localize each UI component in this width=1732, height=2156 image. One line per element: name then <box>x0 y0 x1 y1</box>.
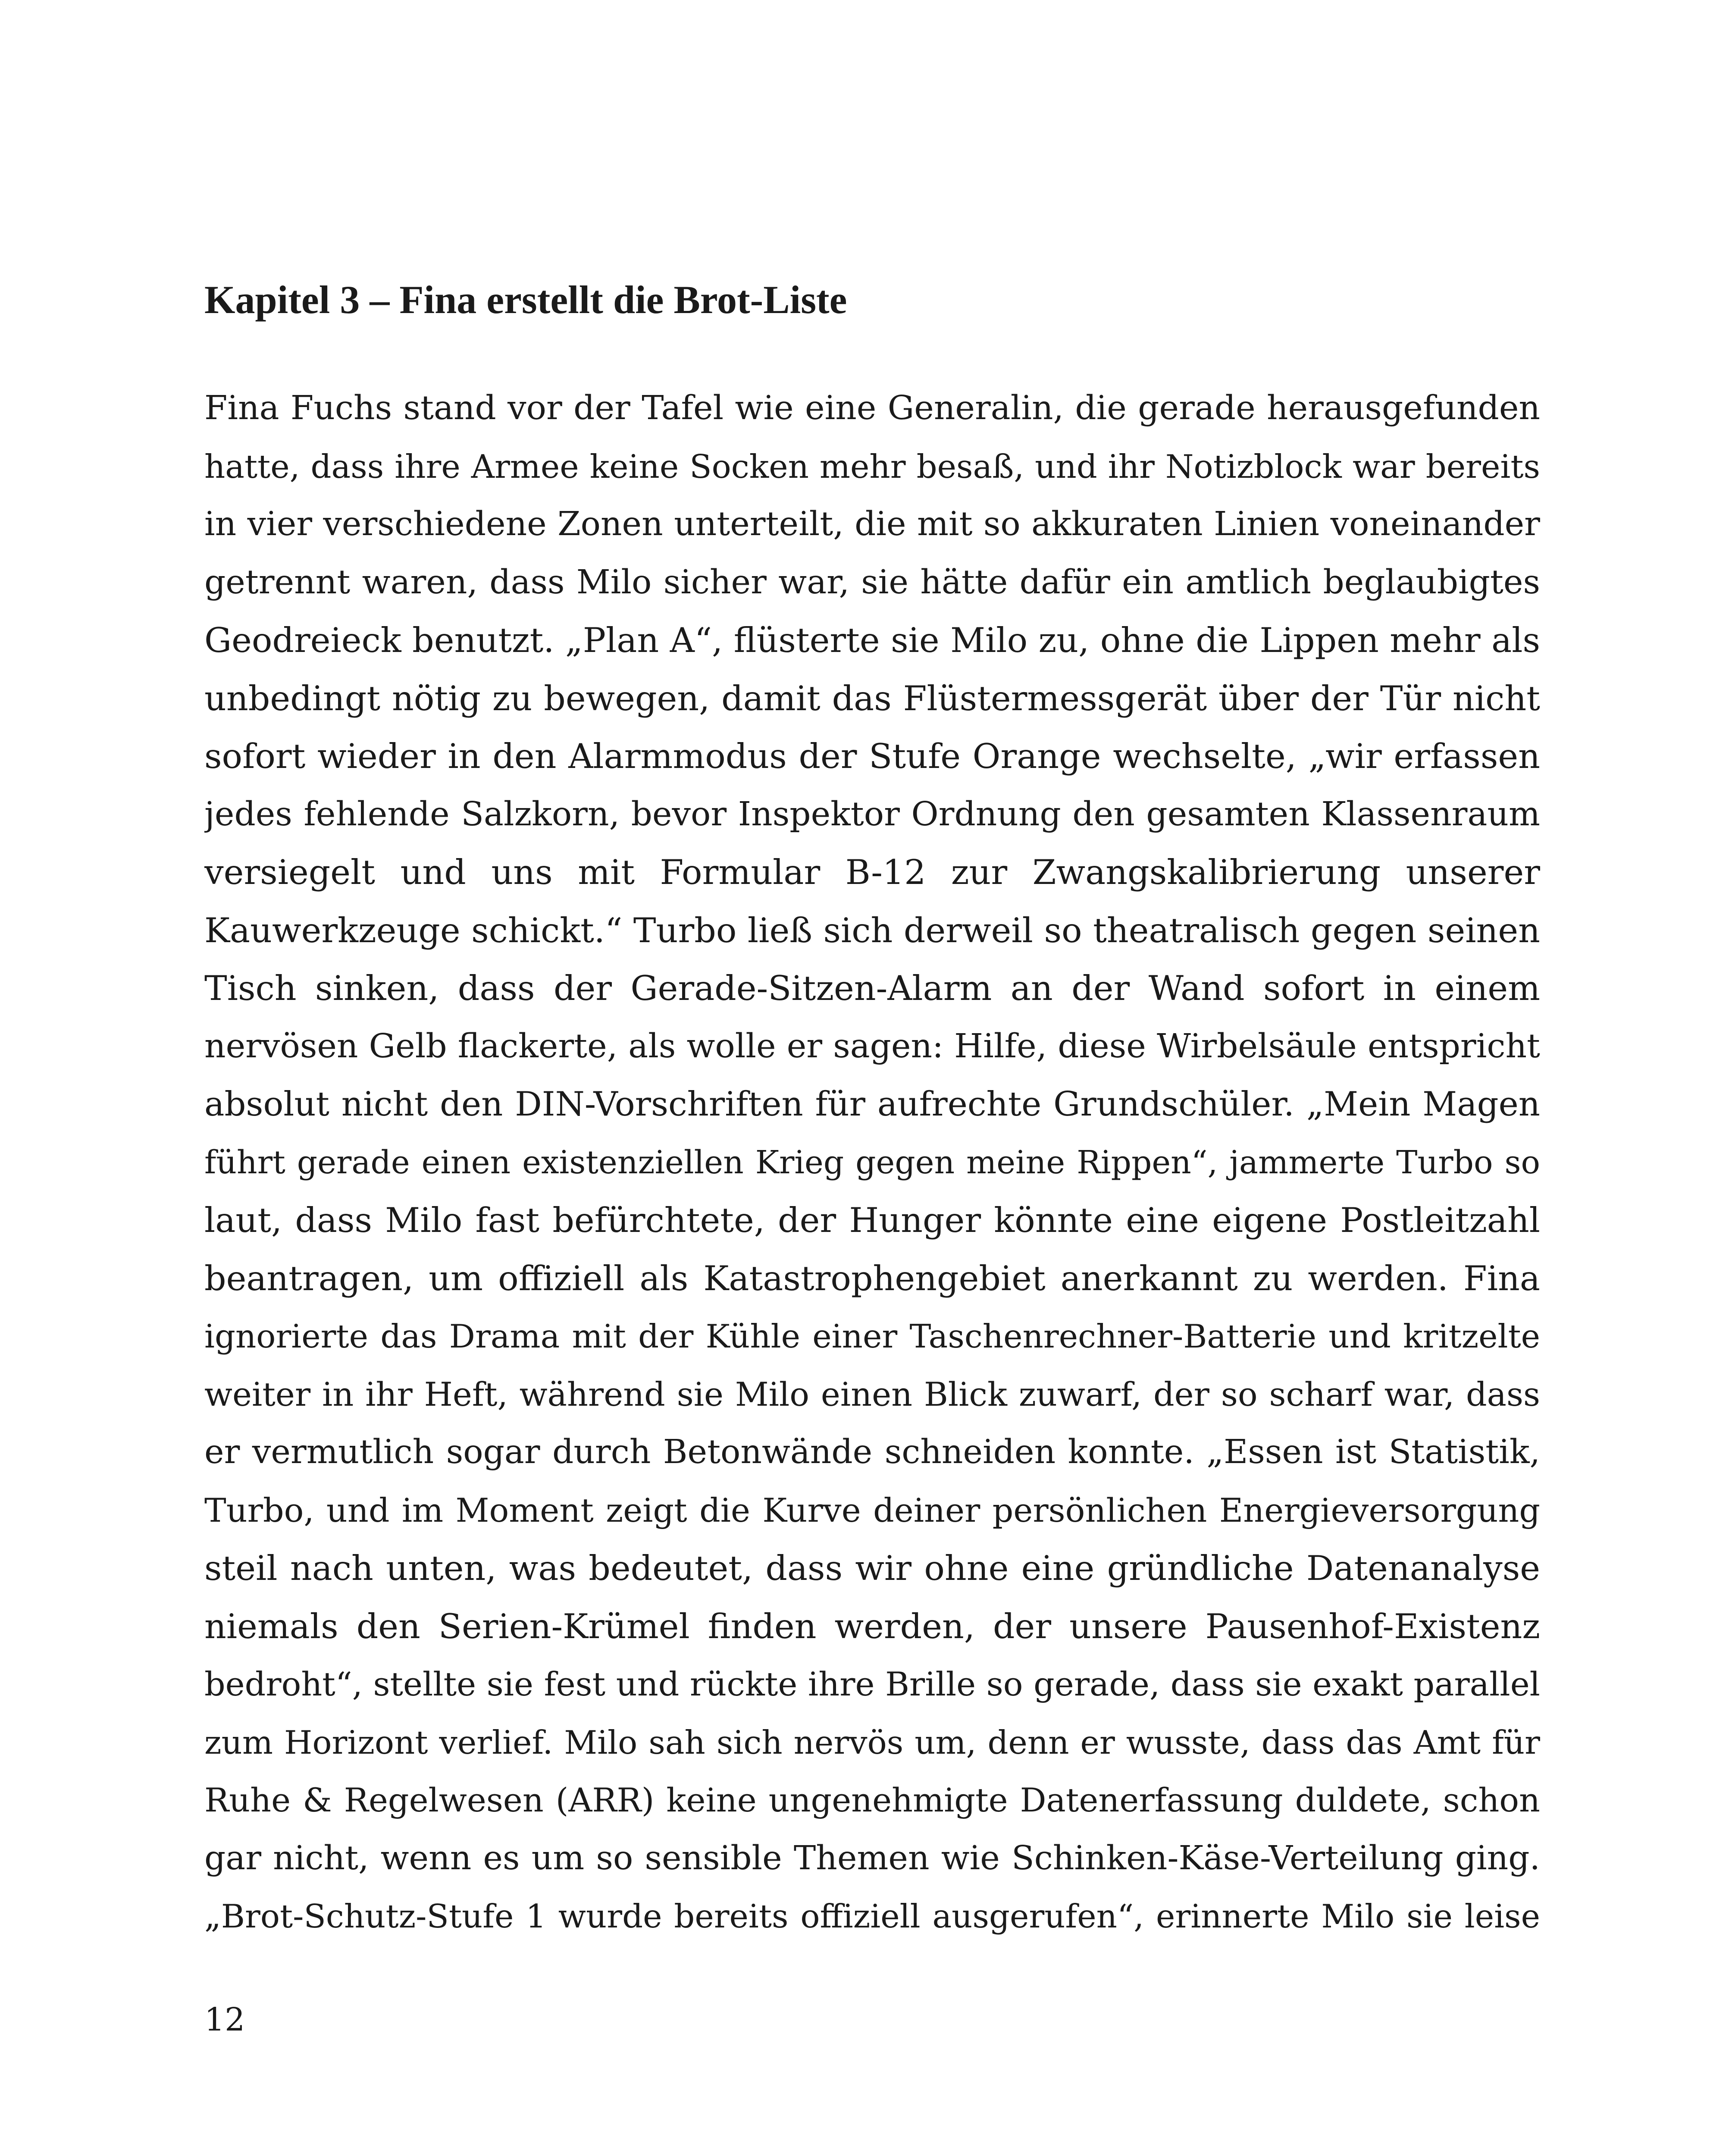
text-line: jedes fehlende Salzkorn, bevor Inspektor Ordnung den gesamten Klassenraum <box>204 795 1540 834</box>
text-line: beantragen, um offiziell als Katastrophengebiet anerkannt zu werden. Fina <box>204 1258 1540 1298</box>
text-line: weiter in ihr Heft, während sie Milo einen Blick zuwarf, der so scharf war, dass <box>204 1375 1540 1413</box>
text-line: zum Horizont verlief. Milo sah sich nervös um, denn er wusste, dass das Amt für <box>204 1723 1540 1761</box>
body-text <box>204 379 1540 1946</box>
text-line: Kauwerkzeuge schickt.“ Turbo ließ sich derweil so theatralisch gegen seinen <box>204 910 1540 950</box>
text-line: steil nach unten, was bedeutet, dass wir ohne eine gründliche Datenanalyse <box>204 1548 1540 1588</box>
text-line: in vier verschiedene Zonen unterteilt, die mit so akkuraten Linien voneinander <box>204 505 1540 543</box>
text-line: unbedingt nötig zu bewegen, damit das Flüstermessgerät über der Tür nicht <box>204 678 1540 718</box>
text-line: Tisch sinken, dass der Gerade-Sitzen-Alarm an der Wand sofort in einem <box>204 968 1540 1008</box>
text-line: laut, dass Milo fast befürchtete, der Hunger könnte eine eigene Postleitzahl <box>204 1200 1540 1240</box>
text-line: niemals den Serien-Krümel finden werden, der unsere Pausenhof-Existenz <box>204 1606 1540 1646</box>
text-line: bedroht“, stellte sie fest und rückte ihre Brille so gerade, dass sie exakt parallel <box>204 1665 1540 1703</box>
text-line: Ruhe & Regelwesen (ARR) keine ungenehmigte Datenerfassung duldete, schon <box>204 1781 1540 1819</box>
text-line: versiegelt und uns mit Formular B-12 zur Zwangskalibrierung unserer <box>204 852 1540 892</box>
text-line: ignorierte das Drama mit der Kühle einer Taschenrechner-Batterie und kritzelte <box>204 1317 1540 1355</box>
text-line: Turbo, und im Moment zeigt die Kurve deiner persönlichen Energieversorgung <box>204 1491 1540 1529</box>
text-line: führt gerade einen existenziellen Krieg gegen meine Rippen“, jammerte Turbo so <box>204 1144 1540 1181</box>
text-line: absolut nicht den DIN-Vorschriften für aufrechte Grundschüler. „Mein Magen <box>204 1085 1540 1124</box>
text-line: Geodreieck benutzt. „Plan A“, flüsterte sie Milo zu, ohne die Lippen mehr als <box>204 620 1540 660</box>
chapter-title: Kapitel 3 – Fina erstellt die Brot-Liste <box>204 278 847 322</box>
text-line: nervösen Gelb flackerte, als wolle er sagen: Hilfe, diese Wirbelsäule entspricht <box>204 1027 1540 1065</box>
text-line: „Brot-Schutz-Stufe 1 wurde bereits offiziell ausgerufen“, erinnerte Milo sie leise <box>204 1897 1540 1935</box>
text-line: sofort wieder in den Alarmmodus der Stufe Orange wechselte, „wir erfassen <box>204 736 1540 776</box>
text-line: hatte, dass ihre Armee keine Socken mehr besaß, und ihr Notizblock war bereits <box>204 447 1540 486</box>
text-line: Fina Fuchs stand vor der Tafel wie eine Generalin, die gerade herausgefunden <box>204 389 1540 427</box>
page-number: 12 <box>204 2001 245 2038</box>
text-line: getrennt waren, dass Milo sicher war, sie hätte dafür ein amtlich beglaubigtes <box>204 563 1540 602</box>
text-line: er vermutlich sogar durch Betonwände schneiden konnte. „Essen ist Statistik, <box>204 1433 1540 1471</box>
text-line: gar nicht, wenn es um so sensible Themen wie Schinken-Käse-Verteilung ging. <box>204 1839 1540 1877</box>
